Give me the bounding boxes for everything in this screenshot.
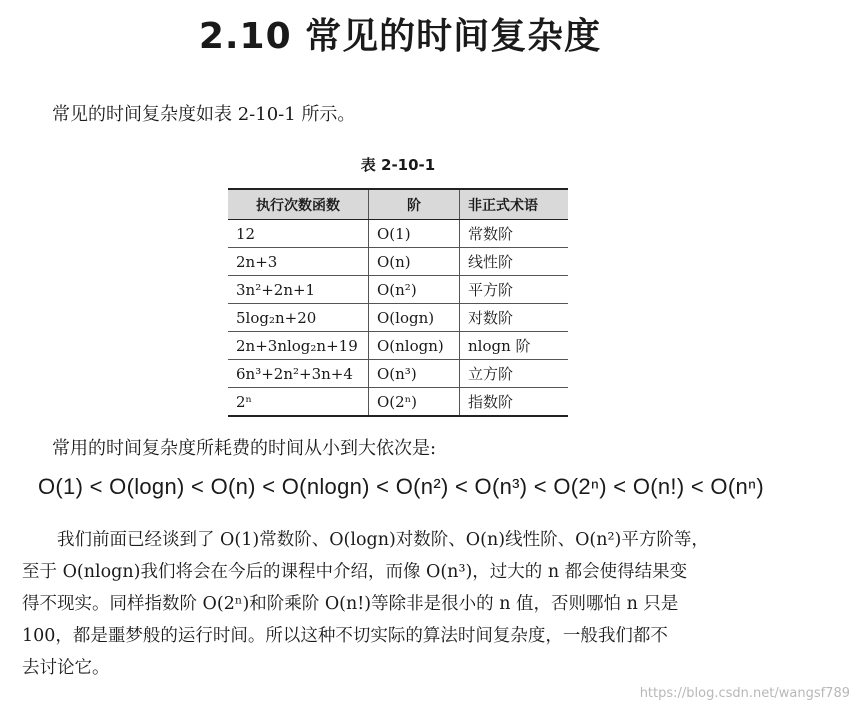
cell-function: 2ⁿ — [228, 388, 369, 417]
paragraph-line: 去讨论它。 — [22, 658, 110, 678]
header-order: 阶 — [369, 189, 460, 220]
section-title: 2.10 常见的时间复杂度 — [198, 16, 602, 57]
cell-term: 平方阶 — [460, 276, 569, 304]
table-row — [228, 220, 568, 248]
cell-order: O(n³) — [369, 360, 460, 388]
header-term: 非正式术语 — [460, 189, 569, 220]
cell-function: 12 — [228, 220, 369, 248]
table-row — [228, 304, 568, 332]
complexity-order-chain: O(1) < O(logn) < O(n) < O(nlogn) < O(n²) < O(n³) < O(2ⁿ) < O(n!) < O(nⁿ) — [38, 474, 764, 499]
table-row — [228, 360, 568, 388]
cell-function: 6n³+2n²+3n+4 — [228, 360, 369, 388]
cell-order: O(nlogn) — [369, 332, 460, 360]
table-row — [228, 276, 568, 304]
paragraph-line: 至于 O(nlogn)我们将会在今后的课程中介绍，而像 O(n³)，过大的 n 都会使得结果变 — [22, 562, 688, 582]
cell-order: O(n²) — [369, 276, 460, 304]
cell-term: 对数阶 — [460, 304, 569, 332]
table-row — [228, 388, 568, 417]
cell-term: 常数阶 — [460, 220, 569, 248]
cell-term: 指数阶 — [460, 388, 569, 417]
explanation-paragraph — [22, 524, 792, 684]
intro-text: 常见的时间复杂度如表 2-10-1 所示。 — [52, 104, 356, 125]
paragraph-line: 100，都是噩梦般的运行时间。所以这种不切实际的算法时间复杂度，一般我们都不 — [22, 626, 668, 646]
header-function: 执行次数函数 — [228, 189, 369, 220]
table-caption: 表 2-10-1 — [360, 156, 436, 174]
cell-order: O(n) — [369, 248, 460, 276]
cell-term: nlogn 阶 — [460, 332, 569, 360]
cell-term: 线性阶 — [460, 248, 569, 276]
source-watermark: https://blog.csdn.net/wangsf789 — [639, 686, 850, 701]
cell-function: 3n²+2n+1 — [228, 276, 369, 304]
table-row — [228, 248, 568, 276]
cell-term: 立方阶 — [460, 360, 569, 388]
cell-function: 2n+3nlog₂n+19 — [228, 332, 369, 360]
cell-order: O(1) — [369, 220, 460, 248]
complexity-table — [228, 188, 568, 417]
paragraph-line: 我们前面已经谈到了 O(1)常数阶、O(logn)对数阶、O(n)线性阶、O(n²)平方阶等， — [57, 530, 709, 550]
cell-order: O(2ⁿ) — [369, 388, 460, 417]
paragraph-line: 得不现实。同样指数阶 O(2ⁿ)和阶乘阶 O(n!)等除非是很小的 n 值，否则哪怕 n 只是 — [22, 594, 679, 614]
order-intro-text: 常用的时间复杂度所耗费的时间从小到大依次是: — [52, 438, 437, 459]
table-header-row — [228, 189, 568, 220]
table-row — [228, 332, 568, 360]
cell-function: 5log₂n+20 — [228, 304, 369, 332]
cell-function: 2n+3 — [228, 248, 369, 276]
cell-order: O(logn) — [369, 304, 460, 332]
